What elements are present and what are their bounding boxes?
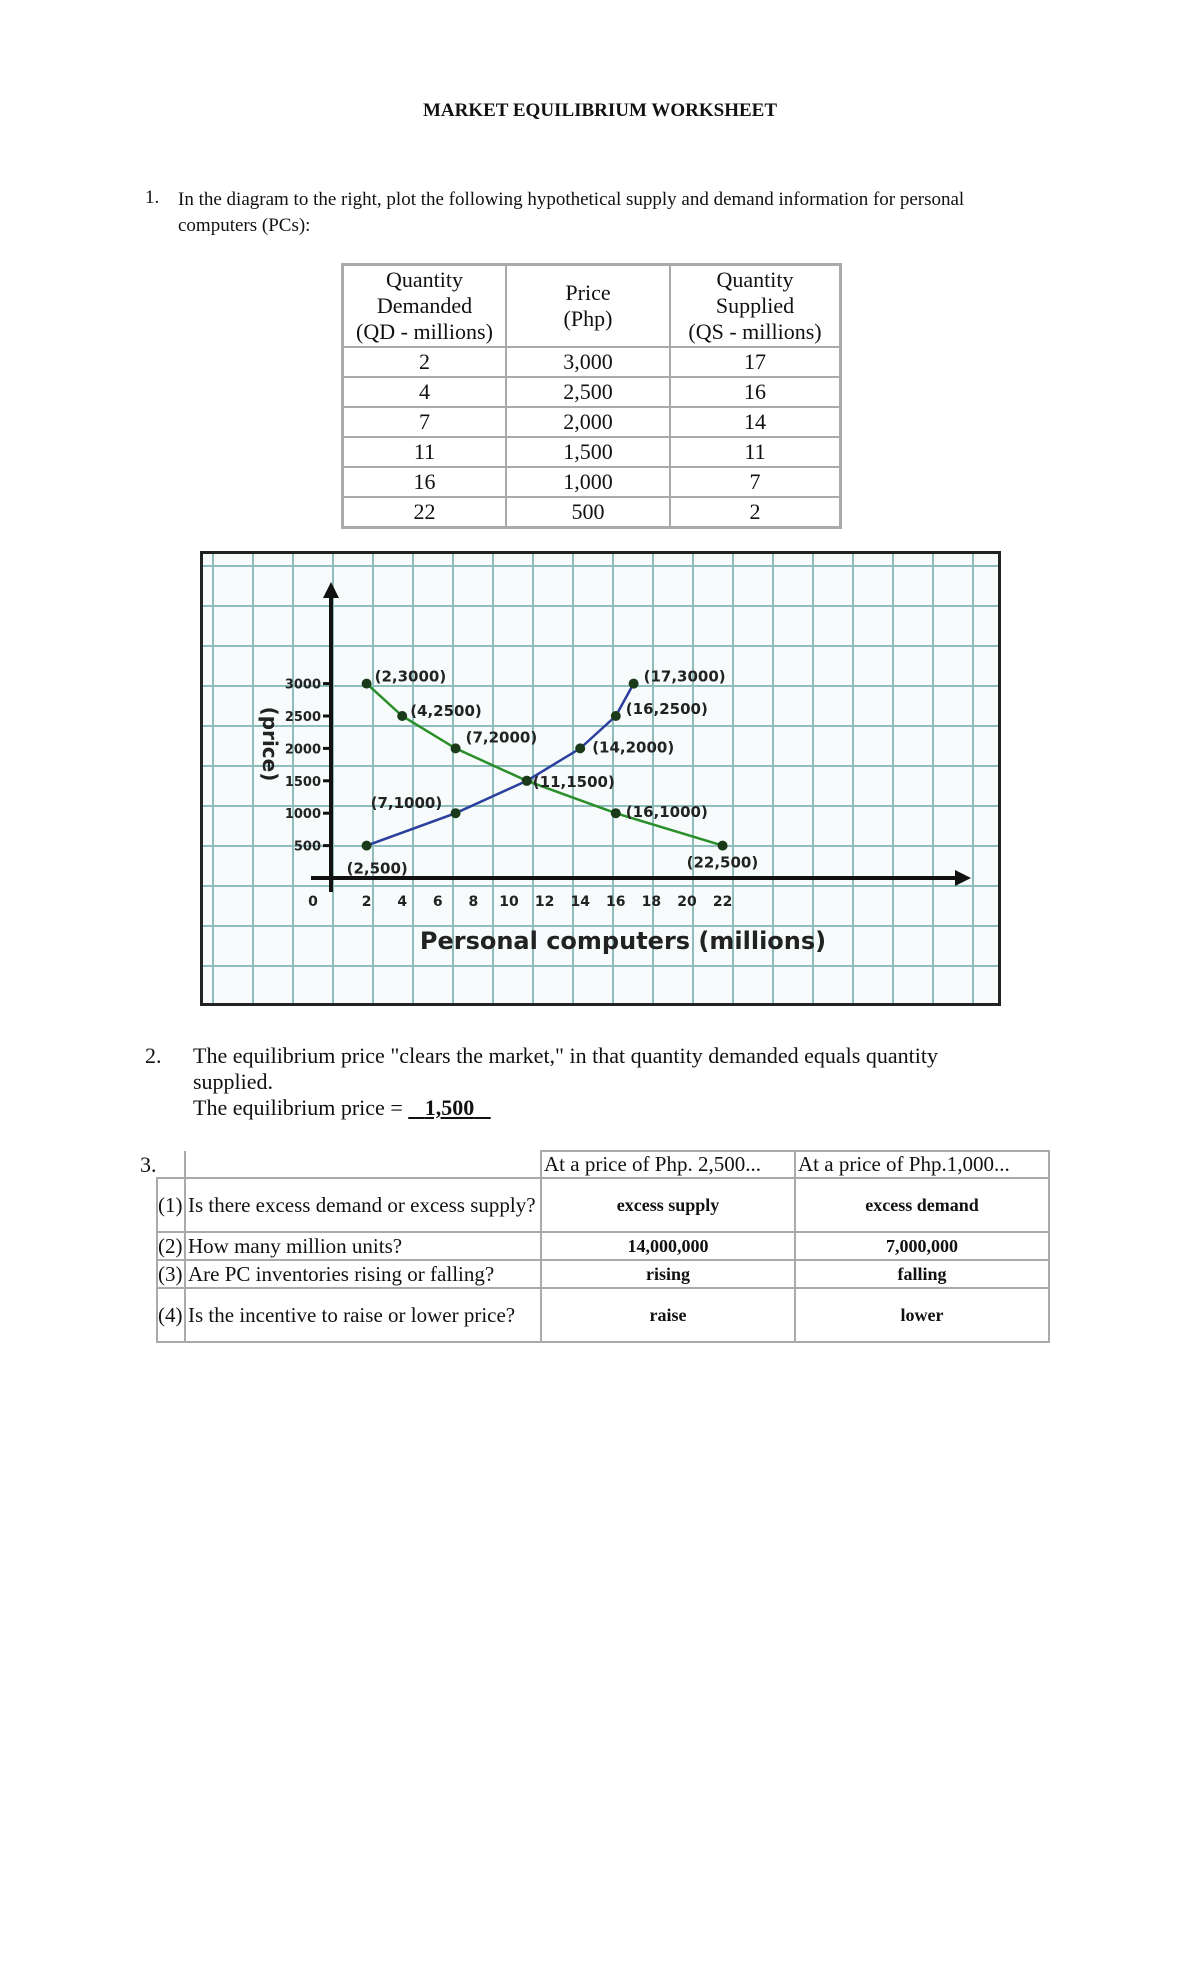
demand-point [362,679,372,689]
demand-point-label: (22,500) [686,853,759,872]
y-tick-label: 3000 [284,677,321,693]
header-quantity-supplied: Quantity Supplied (QS - millions) [670,265,841,348]
x-tick-label: 18 [641,894,662,910]
x-axis-label: Personal computers (millions) [419,927,827,955]
demand-point-label: (11,1500) [532,772,615,791]
question-1-text: In the diagram to the right, plot the following hypothetical supply and demand information for personal computers (PCs): [178,189,965,236]
supply-point [451,808,461,818]
question-2-number: 2. [145,1043,162,1068]
supply-point [522,776,532,786]
y-tick-label: 500 [293,839,321,855]
equilibrium-prefix: The equilibrium price = [193,1095,403,1120]
supply-point-label: (2,500) [346,859,408,878]
x-tick-label: 12 [534,894,555,910]
supply-point-label: (7,1000) [370,794,443,813]
question-3-table [156,1150,1050,1343]
table-row: 22 500 2 [343,497,841,528]
y-tick-label: 2000 [284,742,321,758]
question-1-number: 1. [145,187,160,208]
header-quantity-demanded: Quantity Demanded (QD - millions) [343,265,507,348]
x-tick-label: 14 [570,894,590,910]
table-row: (1) Is there excess demand or excess supply? excess supply excess demand [157,1178,1049,1232]
supply-point-label: (17,3000) [643,667,726,686]
demand-point-label: (4,2500) [410,702,482,720]
column-header-2500: At a price of Php. 2,500... [541,1151,795,1178]
supply-point [362,841,372,851]
supply-point [611,711,621,721]
x-tick-label: 10 [499,894,519,910]
demand-point [451,743,461,753]
demand-point [397,711,407,721]
y-tick-label: 1500 [284,774,321,790]
supply-line [367,684,634,846]
supply-point [575,743,585,753]
question-2-statement: The equilibrium price "clears the market," in that quantity demanded equals quantity supplied. [193,1043,938,1094]
supply-demand-graph [200,551,1001,1006]
table-row: (4) Is the incentive to raise or lower price? raise lower [157,1288,1049,1342]
chart-svg [203,554,1001,1006]
table-row: (3) Are PC inventories rising or falling? rising falling [157,1260,1049,1288]
supply-point [629,679,639,689]
table-row: (2) How many million units? 14,000,000 7,000,000 [157,1232,1049,1260]
table-row: 2 3,000 17 [343,347,841,377]
table-row: 4 2,500 16 [343,377,841,407]
equilibrium-value: 1,500 [424,1095,475,1120]
x-axis-arrow [955,870,971,886]
x-tick-label: 0 [308,894,318,910]
table-row: 11 1,500 11 [343,437,841,467]
y-axis-arrow [323,582,339,598]
supply-demand-table [341,263,842,529]
supply-point-label: (14,2000) [592,738,675,757]
table-row: 7 2,000 14 [343,407,841,437]
header-price: Price (Php) [506,265,670,348]
table-row: 16 1,000 7 [343,467,841,497]
demand-point [718,841,728,851]
y-axis-label: (price) [258,706,282,782]
supply-point-label: (16,2500) [625,700,708,718]
x-tick-label: 8 [468,894,479,910]
x-tick-label: 22 [712,894,733,910]
y-tick-label: 1000 [284,807,321,823]
column-header-1000: At a price of Php.1,000... [795,1151,1049,1178]
demand-point-label: (2,3000) [374,667,447,686]
demand-point-label: (7,2000) [465,728,538,747]
x-tick-label: 6 [432,894,443,910]
question-2-text [193,1043,1013,1121]
x-tick-label: 20 [677,894,697,910]
worksheet-title: MARKET EQUILIBRIUM WORKSHEET [422,100,778,121]
question-3-number: 3. [140,1152,157,1177]
demand-point [611,808,621,818]
x-tick-label: 16 [606,894,626,910]
y-tick-label: 2500 [284,710,321,725]
x-tick-label: 4 [397,894,408,910]
demand-point-label: (16,1000) [625,803,708,822]
equilibrium-answer [193,1095,1013,1121]
x-tick-label: 2 [361,894,372,910]
